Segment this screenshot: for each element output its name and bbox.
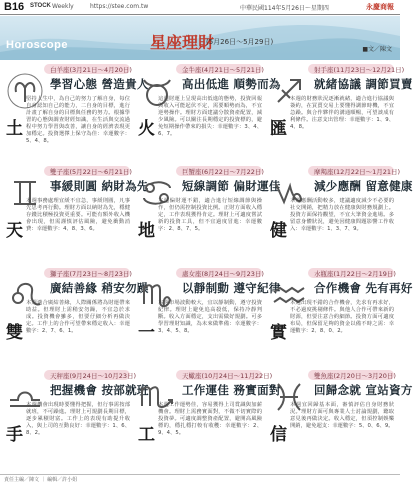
sign-sagittarius: [268, 64, 413, 168]
author-credit: ■文／陳文: [362, 46, 392, 53]
sign-taurus: [136, 64, 281, 168]
sign-name-dates: 白羊座(3月21日～4月20日): [50, 66, 132, 74]
sign-heading: 高出低進 順勢而為: [182, 77, 281, 91]
sign-heading: 減少應酬 留意健康: [314, 179, 413, 193]
sign-pisces: [268, 370, 413, 474]
page-footer: [0, 474, 400, 483]
sign-heading: 事緩則圓 納財為先: [50, 179, 149, 193]
sign-body: 本週宜回歸基本面，審慎評估自身財務狀況。理財方面可與專業人士討論規劃，聽取意見後再做決定。收入穩定，但須控制娛樂開銷，避免超支：幸運數字：5、0、6、9。: [290, 402, 394, 429]
sign-heading: 回歸念就 宣站資方: [314, 383, 413, 397]
sign-leo: [4, 268, 149, 372]
sign-name-dates: 射手座(11月23日～12月21日): [314, 66, 405, 74]
sign-body: 本週出現不錯的合作機會，先求有再求好，不必過度挑剔條件。與他人合作可帶來新的財源，但要注意合約細節。投資方面可適度布局，但保留足夠的資金以備不時之需：幸運數字：2、8、0、2。: [290, 300, 394, 334]
sign-body: 本週適合廣結善緣，人際關係將為財運帶來助益。但理財上需稍安勿躁，不宜急於求成。投資機會雖多，但要仔細分析再做決定。工作上的合作可望帶來穩定收入：幸運數字：2、7、6、1。: [26, 300, 130, 334]
drop-cap: 工: [138, 425, 155, 445]
sign-heading: 廣結善緣 稍安勿躁: [50, 281, 149, 295]
drop-cap: 土: [6, 119, 23, 139]
sign-heading: 學習心態 營造貴人: [50, 77, 149, 91]
banner-english-title: Horoscope: [6, 39, 68, 51]
sign-scorpio: [136, 370, 281, 474]
sign-body: 本週偏財運不錯，適合進行短線調節與操作，但仍需控制投資比例。正財方面收入穩定，工作表現獲得肯定。理財上可適度嘗試新的投資工具，但不宜過度冒進：幸運數字：2、8、7、5。: [158, 198, 262, 232]
sign-heading: 以靜制動 遵守紀律: [182, 281, 281, 295]
sign-name-dates: 巨蟹座(6月22日～7月22日): [182, 168, 264, 176]
sign-gemini: [4, 166, 149, 270]
drop-cap: 天: [6, 221, 23, 241]
sign-body: 本週事務處理宜緩不宜急，事緩則圓，凡事先思考再行動。理財方面以納財為先，穩健存錢比積極投資更重要。可能有額外收入機會出現，但需謹慎評估風險，避免衝動消費：幸運數字：4、8、3、6。: [26, 198, 130, 232]
drop-cap: 地: [138, 221, 155, 241]
sign-body: 本週市場波動較大，宜以靜制動，遵守投資紀律。理財上避免追高殺低，保持冷靜判斷。收入方面穩定，支出需做好規劃。可多學習理財知識，為未來做準備：幸運數字：3、4、5、8。: [158, 300, 262, 334]
drop-cap: 雙: [6, 323, 23, 343]
sign-heading: 工作運佳 務實面對: [182, 383, 281, 397]
page-number: B16: [4, 1, 25, 13]
drop-cap: 健: [270, 221, 287, 241]
sign-aquarius: [268, 268, 413, 372]
drop-cap: 信: [270, 425, 287, 445]
sign-name-dates: 天蠍座(10月24日～11月22日): [182, 372, 273, 380]
sign-heading: 合作機會 先有再好: [314, 281, 413, 295]
section-label: STOCK: [30, 3, 51, 9]
sign-capricorn: [268, 166, 413, 270]
footer-credits: 責任主編／陳文 ｜ 編輯／許小姐: [4, 477, 78, 483]
sign-libra: [4, 370, 149, 474]
drop-cap: 實: [270, 323, 287, 343]
drop-cap: 一: [138, 323, 155, 343]
site-url[interactable]: https://stee.com.tw: [90, 3, 149, 10]
horoscope-banner: [0, 16, 400, 60]
banner-title: 星座理財: [150, 33, 215, 52]
sign-name-dates: 摩羯座(12月22日～1月21日): [314, 168, 401, 176]
sign-name-dates: 雙子座(5月22日～6月21日): [50, 168, 132, 176]
page-header: [0, 0, 400, 15]
sign-virgo: [136, 268, 281, 372]
sign-heading: 短線調節 偏財運佳: [182, 179, 281, 193]
sign-name-dates: 雙魚座(2月20日～3月20日): [314, 372, 396, 380]
sign-body: 本週工作運勢佳，容易獲得上司賞識與加薪機會。理財上需務實面對，不做不切實際的投資夢。可適度調整資產配置，避開高風險標的，穩扎穩打較有收穫：幸運數字：2、9、4、5。: [158, 402, 262, 436]
banner-date-range: (5月26日～5月29日): [206, 38, 274, 46]
drop-cap: 匯: [270, 119, 287, 139]
sign-cancer: [136, 166, 281, 270]
sign-heading: 把握機會 按部就班: [50, 383, 149, 397]
sign-name-dates: 金牛座(4月21日～5月21日): [182, 66, 264, 74]
sign-aries: [4, 64, 149, 168]
drop-cap: 火: [138, 119, 155, 139]
sign-body: 本週機會出現時要懂得把握，但行事需按部就班，不可躁進。理財上可規劃長期目標，逐步累積財富。工作上的表現有助提升收入，與上司的互動良好：幸運數字：1、6、8、2。: [26, 402, 130, 436]
sign-name-dates: 水瓶座(1月22日～2月19日): [314, 270, 396, 278]
issue-type: Weekly: [52, 3, 74, 10]
paper-logo: 永慶商報: [366, 3, 394, 11]
drop-cap: 手: [6, 425, 23, 445]
sign-body: 堅持人生中，為自己的努力了解自身，每位自身認知自己的能力，二自身的目標，進行計畫了解自身的目標與任務的努力。根據學習的心態與調查財經知識，在生活與交流過程中努力學習與改善，讓自身的經濟表現更加穩定。投資選擇上保守為佳：幸運數字：5、4、8。: [26, 96, 130, 144]
sign-heading: 就緒協議 調節買賣: [314, 77, 413, 91]
sign-name-dates: 獅子座(7月23日～8月23日): [50, 270, 132, 278]
sign-name-dates: 天秤座(9月24日～10月23日): [50, 372, 137, 380]
sign-name-dates: 處女座(8月24日～9月23日): [182, 270, 264, 278]
sign-body: 本週應酬活動較多，建議適度減少不必要的社交開銷，把精力放在健康與財務規劃上。投資方面保持觀望，不宜大筆資金進場。多留意身體狀況，避免因健康問題影響工作收入：幸運數字：1、3、7、9。: [290, 198, 394, 232]
sign-body: 這週財運上呈現高出低進的態勢，投資回報與收入可能起伏不定，需要順勢而為，不宜逆勢操作。理財方面建議分散資產配置，減少風險。可以關注長期穩定的投資標的，避免短期操作帶來的損失：幸運數字：3、4、6、7。: [158, 96, 262, 137]
issue-date: 中華民國114年5月26日～星期四: [240, 5, 329, 12]
sign-body: 本週的財務狀況逐漸就緒，適合進行協議與簽約，在買賣交易上要懂得調節時機，不宜急躁。與合作夥伴的溝通順暢，可望談成有利條件。注意支出管理：幸運數字：1、9、4、8。: [290, 96, 394, 130]
